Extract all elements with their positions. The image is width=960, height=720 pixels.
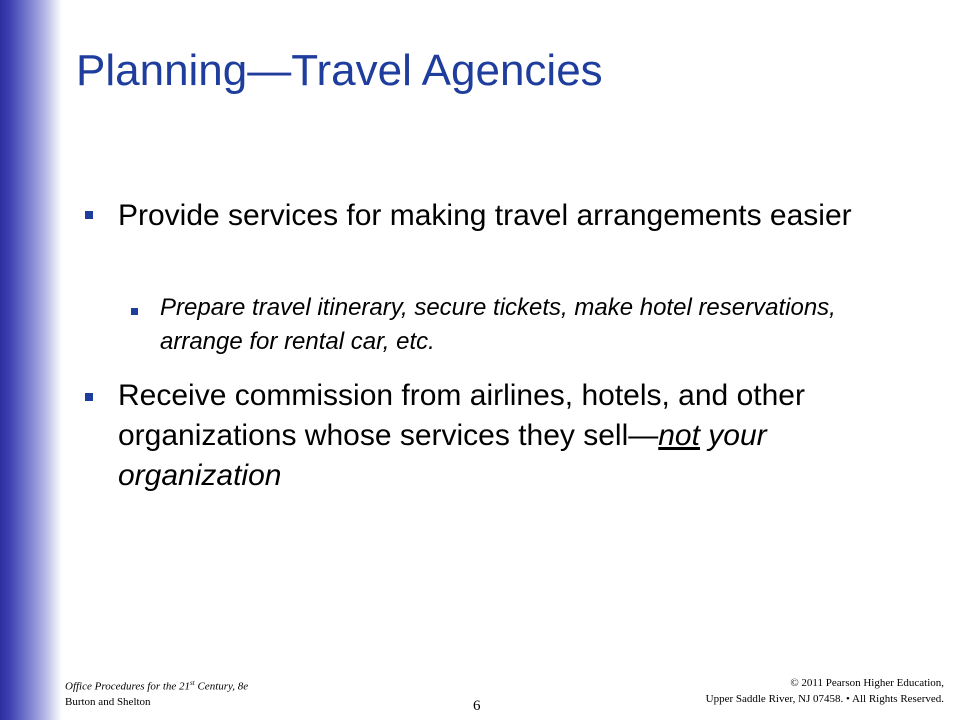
bullet-text-2 bbox=[118, 376, 908, 496]
copyright-line-2: Upper Saddle River, NJ 07458. • All Rights Reserved. bbox=[705, 693, 944, 705]
bullet-marker-1 bbox=[85, 211, 93, 219]
bullet-text-1: Provide services for making travel arrangements easier bbox=[118, 199, 852, 232]
footer-authors: Burton and Shelton bbox=[65, 695, 151, 708]
slide-title: Planning—Travel Agencies bbox=[76, 46, 603, 95]
footer-copyright bbox=[706, 675, 944, 707]
bullet-text-2-end: your organization bbox=[118, 419, 767, 492]
sub-bullet-marker-1 bbox=[131, 308, 138, 315]
side-gradient-bar bbox=[0, 0, 62, 720]
footer-book-title: Office Procedures for the 21st Century, 8e bbox=[65, 679, 249, 693]
footer-book-info bbox=[65, 676, 248, 710]
bullet-text-2-emphasis: not bbox=[658, 419, 700, 452]
bullet-text-2-main: Receive commission from airlines, hotels, and other organizations whose services they sell— bbox=[118, 379, 805, 452]
sub-bullet-text-1: Prepare travel itinerary, secure tickets, make hotel reservations, arrange for rental car, etc. bbox=[160, 294, 836, 355]
copyright-line-1: © 2011 Pearson Higher Education, bbox=[790, 677, 944, 689]
page-number: 6 bbox=[473, 698, 481, 714]
bullet-marker-2 bbox=[85, 393, 93, 401]
